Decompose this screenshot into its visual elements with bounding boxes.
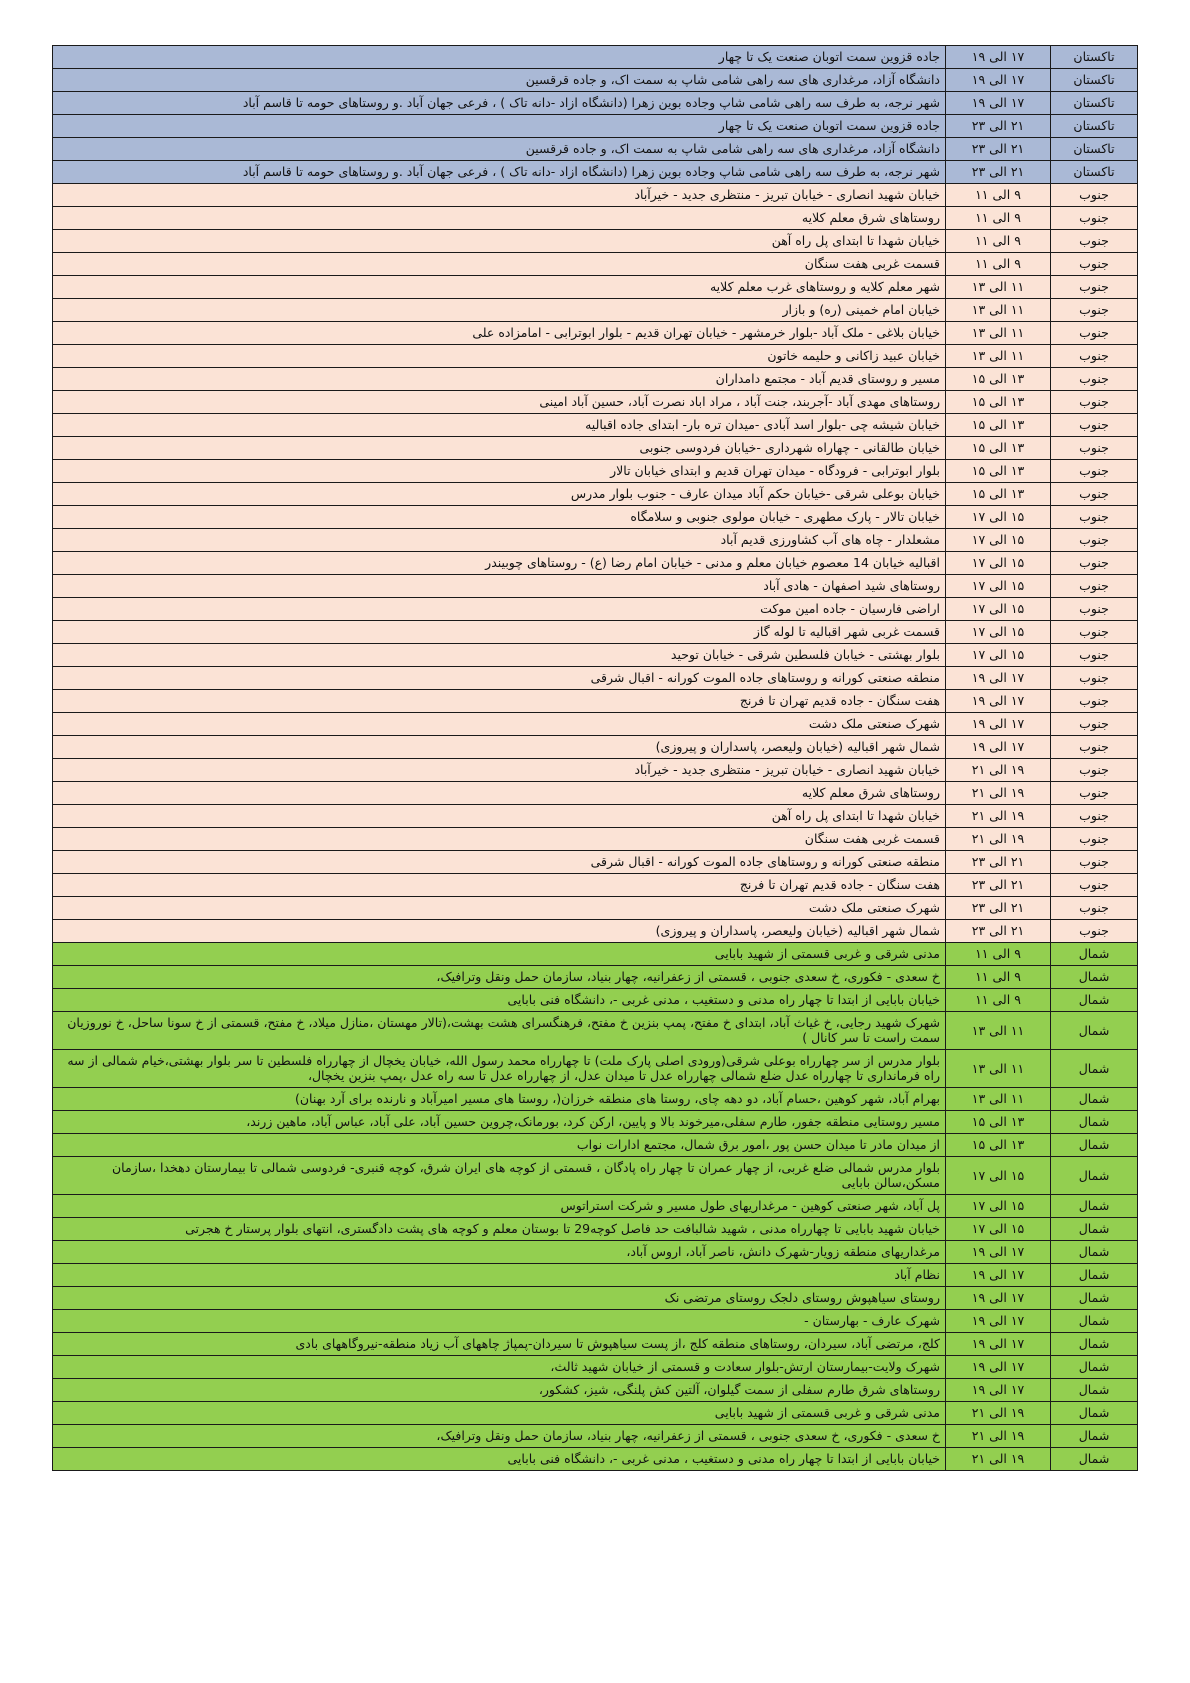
area-cell: روستاهای شرق معلم کلایه (53, 782, 946, 805)
table-row (53, 322, 1138, 345)
area-cell: اقبالیه خیابان 14 معصوم خیابان معلم و مدنی - خیابان امام رضا (ع) - روستاهای چوبیندر (53, 552, 946, 575)
region-cell: شمال (1051, 1050, 1138, 1088)
region-cell: شمال (1051, 1012, 1138, 1050)
area-cell: شهرک عارف - بهارستان - (53, 1310, 946, 1333)
area-cell: هفت سنگان - جاده قدیم تهران تا فرنج (53, 690, 946, 713)
region-cell: تاکستان (1051, 46, 1138, 69)
time-cell: ۱۵ الی ۱۷ (946, 1218, 1051, 1241)
table-row (53, 782, 1138, 805)
table-row (53, 184, 1138, 207)
time-cell: ۱۳ الی ۱۵ (946, 1134, 1051, 1157)
time-cell: ۱۷ الی ۱۹ (946, 69, 1051, 92)
table-row (53, 598, 1138, 621)
time-cell: ۱۳ الی ۱۵ (946, 483, 1051, 506)
region-cell: شمال (1051, 989, 1138, 1012)
area-cell: خیابان شیشه چی -بلوار اسد آبادی -میدان تره بار- ابتدای جاده اقبالیه (53, 414, 946, 437)
table-row (53, 713, 1138, 736)
region-cell: جنوب (1051, 598, 1138, 621)
time-cell: ۱۹ الی ۲۱ (946, 1425, 1051, 1448)
region-cell: جنوب (1051, 782, 1138, 805)
region-cell: جنوب (1051, 575, 1138, 598)
area-cell: شهرک صنعتی ملک دشت (53, 713, 946, 736)
time-cell: ۱۷ الی ۱۹ (946, 1333, 1051, 1356)
table-row (53, 299, 1138, 322)
time-cell: ۱۷ الی ۱۹ (946, 713, 1051, 736)
region-cell: شمال (1051, 966, 1138, 989)
table-row (53, 736, 1138, 759)
time-cell: ۱۱ الی ۱۳ (946, 1050, 1051, 1088)
area-cell: شهر نرجه، به طرف سه راهی شامی شاپ وجاده بوین زهرا (دانشگاه ازاد -دانه تاک ) ، فرعی جهان آباد .و روستاهای حومه تا قاسم آباد (53, 161, 946, 184)
table-row (53, 1195, 1138, 1218)
time-cell: ۱۹ الی ۲۱ (946, 759, 1051, 782)
table-row (53, 230, 1138, 253)
area-cell: خیابان بلاغی - ملک آباد -بلوار خرمشهر - خیابان تهران قدیم - بلوار ابوترابی - امامزاده علی (53, 322, 946, 345)
area-cell: اراضی فارسیان - جاده امین موکت (53, 598, 946, 621)
region-cell: جنوب (1051, 368, 1138, 391)
time-cell: ۱۹ الی ۲۱ (946, 805, 1051, 828)
region-cell: شمال (1051, 1241, 1138, 1264)
area-cell: شهر نرجه، به طرف سه راهی شامی شاپ وجاده بوین زهرا (دانشگاه ازاد -دانه تاک ) ، فرعی جهان آباد .و روستاهای حومه تا قاسم آباد (53, 92, 946, 115)
area-cell: پل آباد، شهر صنعتی کوهین - مرغداریهای طول مسیر و شرکت استراتوس (53, 1195, 946, 1218)
table-row (53, 667, 1138, 690)
region-cell: جنوب (1051, 483, 1138, 506)
area-cell: جاده قزوین سمت اتوبان صنعت یک تا چهار (53, 115, 946, 138)
region-cell: شمال (1051, 1134, 1138, 1157)
area-cell: مدنی شرقی و غربی قسمتی از شهید بابایی (53, 943, 946, 966)
table-row (53, 1088, 1138, 1111)
table-row (53, 345, 1138, 368)
region-cell: شمال (1051, 1379, 1138, 1402)
area-cell: بلوار مدرس شمالی ضلع غربی، از چهار عمران تا چهار راه پادگان ، قسمتی از کوچه های ایران شرق، کوچه قنبری- فردوسی شمالی تا بیمارستان دهخدا ،سازمان مسکن،سالن بابایی (53, 1157, 946, 1195)
area-cell: بلوار مدرس از سر چهارراه بوعلی شرقی(ورودی اصلی پارک ملت) تا چهارراه محمد رسول الله، خیابان یخچال از چهارراه فلسطین تا سر بلوار بهشتی،خیام شمالی از سه راه فرمانداری تا چهارراه عدل ضلع شمالی چهارراه عدل تا میدان عدل، از چهارراه عدل تا سه راه عدل ،پمپ بنزین یخچال، (53, 1050, 946, 1088)
region-cell: جنوب (1051, 667, 1138, 690)
region-cell: تاکستان (1051, 92, 1138, 115)
area-cell: روستاهای شید اصفهان - هادی آباد (53, 575, 946, 598)
area-cell: مشعلدار - چاه های آب کشاورزی قدیم آباد (53, 529, 946, 552)
time-cell: ۱۵ الی ۱۷ (946, 506, 1051, 529)
outage-schedule-table (52, 45, 1138, 1471)
region-cell: تاکستان (1051, 69, 1138, 92)
area-cell: از میدان مادر تا میدان حسن پور ،امور برق شمال، مجتمع ادارات نواب (53, 1134, 946, 1157)
area-cell: کلج، مرتضی آباد، سیردان، روستاهای منطقه کلج ،از پست سیاهپوش تا سیردان-پمپاژ چاههای آب زیاد منطقه-نیروگاههای بادی (53, 1333, 946, 1356)
time-cell: ۱۵ الی ۱۷ (946, 621, 1051, 644)
table-row (53, 1333, 1138, 1356)
region-cell: شمال (1051, 1218, 1138, 1241)
area-cell: روستاهای شرق طارم سفلی از سمت گیلوان، آلتین کش پلنگی، شیز، کشکور، (53, 1379, 946, 1402)
region-cell: جنوب (1051, 414, 1138, 437)
table-row (53, 1402, 1138, 1425)
time-cell: ۱۷ الی ۱۹ (946, 1287, 1051, 1310)
table-row (53, 1448, 1138, 1471)
time-cell: ۱۱ الی ۱۳ (946, 345, 1051, 368)
table-row (53, 1157, 1138, 1195)
area-cell: قسمت غربی شهر اقبالیه تا لوله گاز (53, 621, 946, 644)
area-cell: مرغداریهای منطقه زویار-شهرک دانش، ناصر آباد، اروس آباد، (53, 1241, 946, 1264)
time-cell: ۱۷ الی ۱۹ (946, 736, 1051, 759)
region-cell: جنوب (1051, 621, 1138, 644)
table-row (53, 1310, 1138, 1333)
area-cell: شمال شهر اقبالیه (خیابان ولیعصر، پاسداران و پیروزی) (53, 920, 946, 943)
table-row (53, 437, 1138, 460)
time-cell: ۹ الی ۱۱ (946, 989, 1051, 1012)
time-cell: ۹ الی ۱۱ (946, 966, 1051, 989)
time-cell: ۱۷ الی ۱۹ (946, 1356, 1051, 1379)
area-cell: خیابان بوعلی شرقی -خیابان حکم آباد میدان عارف - جنوب بلوار مدرس (53, 483, 946, 506)
table-row (53, 46, 1138, 69)
time-cell: ۲۱ الی ۲۳ (946, 851, 1051, 874)
time-cell: ۱۵ الی ۱۷ (946, 575, 1051, 598)
area-cell: خیابان شهید انصاری - خیابان تبریز - منتظری جدید - خیرآباد (53, 184, 946, 207)
region-cell: جنوب (1051, 276, 1138, 299)
table-row (53, 207, 1138, 230)
area-cell: خیابان عبید زاکانی و حلیمه خاتون (53, 345, 946, 368)
time-cell: ۱۹ الی ۲۱ (946, 1448, 1051, 1471)
time-cell: ۹ الی ۱۱ (946, 207, 1051, 230)
region-cell: شمال (1051, 1195, 1138, 1218)
region-cell: جنوب (1051, 345, 1138, 368)
area-cell: خیابان شهدا تا ابتدای پل راه آهن (53, 805, 946, 828)
area-cell: جاده قزوین سمت اتوبان صنعت یک تا چهار (53, 46, 946, 69)
region-cell: شمال (1051, 1111, 1138, 1134)
area-cell: مسیر و روستای قدیم آباد - مجتمع دامداران (53, 368, 946, 391)
region-cell: جنوب (1051, 184, 1138, 207)
table-row (53, 874, 1138, 897)
area-cell: شهر معلم کلایه و روستاهای غرب معلم کلایه (53, 276, 946, 299)
table-row (53, 460, 1138, 483)
time-cell: ۱۳ الی ۱۵ (946, 368, 1051, 391)
region-cell: جنوب (1051, 322, 1138, 345)
table-row (53, 483, 1138, 506)
time-cell: ۱۱ الی ۱۳ (946, 276, 1051, 299)
region-cell: شمال (1051, 1264, 1138, 1287)
area-cell: نظام آباد (53, 1264, 946, 1287)
table-row (53, 1050, 1138, 1088)
table-row (53, 966, 1138, 989)
area-cell: قسمت غربی هفت سنگان (53, 828, 946, 851)
area-cell: مسیر روستایی منطقه جفور، طارم سفلی،میرخوند بالا و پایین، ارکن کرد، بورمانک،چروین حسین آباد، علی آباد، عباس آباد، ماهین زرند، (53, 1111, 946, 1134)
region-cell: جنوب (1051, 713, 1138, 736)
area-cell: بلوار بهشتی - خیابان فلسطین شرقی - خیابان توحید (53, 644, 946, 667)
region-cell: جنوب (1051, 805, 1138, 828)
table-row (53, 644, 1138, 667)
area-cell: خیابان بابایی از ابتدا تا چهار راه مدنی و دستغیب ، مدنی غربی -، دانشگاه فنی بابایی (53, 989, 946, 1012)
time-cell: ۱۹ الی ۲۱ (946, 828, 1051, 851)
area-cell: شهرک صنعتی ملک دشت (53, 897, 946, 920)
table-row (53, 115, 1138, 138)
region-cell: جنوب (1051, 230, 1138, 253)
area-cell: روستاهای مهدی آباد -آجربند، جنت آباد ، مراد اباد نصرت آباد، حسین آباد امینی (53, 391, 946, 414)
table-row (53, 529, 1138, 552)
region-cell: جنوب (1051, 552, 1138, 575)
time-cell: ۹ الی ۱۱ (946, 230, 1051, 253)
table-row (53, 1012, 1138, 1050)
region-cell: جنوب (1051, 253, 1138, 276)
region-cell: جنوب (1051, 736, 1138, 759)
time-cell: ۱۳ الی ۱۵ (946, 391, 1051, 414)
table-row (53, 989, 1138, 1012)
table-row (53, 1379, 1138, 1402)
table-row (53, 414, 1138, 437)
time-cell: ۱۳ الی ۱۵ (946, 460, 1051, 483)
area-cell: خیابان شهید بابایی تا چهارراه مدنی ، شهید شالبافت حد فاصل کوچه29 تا بوستان معلم و کوچه های پشت دادگستری، انتهای بلوار پرستار خ هجرتی (53, 1218, 946, 1241)
time-cell: ۱۳ الی ۱۵ (946, 437, 1051, 460)
time-cell: ۲۱ الی ۲۳ (946, 115, 1051, 138)
time-cell: ۲۱ الی ۲۳ (946, 161, 1051, 184)
table-row (53, 276, 1138, 299)
table-row (53, 1111, 1138, 1134)
time-cell: ۲۱ الی ۲۳ (946, 897, 1051, 920)
table-row (53, 1425, 1138, 1448)
time-cell: ۱۱ الی ۱۳ (946, 322, 1051, 345)
table-row (53, 1287, 1138, 1310)
time-cell: ۹ الی ۱۱ (946, 184, 1051, 207)
region-cell: جنوب (1051, 437, 1138, 460)
table-body (53, 46, 1138, 1471)
time-cell: ۱۱ الی ۱۳ (946, 1012, 1051, 1050)
table-row (53, 805, 1138, 828)
table-row (53, 851, 1138, 874)
region-cell: جنوب (1051, 874, 1138, 897)
time-cell: ۱۷ الی ۱۹ (946, 1241, 1051, 1264)
time-cell: ۱۷ الی ۱۹ (946, 1264, 1051, 1287)
table-row (53, 943, 1138, 966)
table-row (53, 920, 1138, 943)
area-cell: خیابان بابایی از ابتدا تا چهار راه مدنی و دستغیب ، مدنی غربی -، دانشگاه فنی بابایی (53, 1448, 946, 1471)
area-cell: خیابان تالار - پارک مطهری - خیابان مولوی جنوبی و سلامگاه (53, 506, 946, 529)
region-cell: تاکستان (1051, 138, 1138, 161)
region-cell: شمال (1051, 1448, 1138, 1471)
region-cell: شمال (1051, 1402, 1138, 1425)
area-cell: شهرک شهید رجایی، خ غیاث آباد، ابتدای خ مفتح، پمپ بنزین خ مفتح، فرهنگسرای هشت بهشت،(تالار مهستان ،منازل میلاد، خ مفتح، قسمتی از خ سونا ساحل، خ نوروزیان سمت راست تا سر کانال ) (53, 1012, 946, 1050)
time-cell: ۱۷ الی ۱۹ (946, 92, 1051, 115)
time-cell: ۲۱ الی ۲۳ (946, 138, 1051, 161)
region-cell: جنوب (1051, 506, 1138, 529)
region-cell: جنوب (1051, 851, 1138, 874)
table-row (53, 69, 1138, 92)
time-cell: ۱۵ الی ۱۷ (946, 598, 1051, 621)
region-cell: جنوب (1051, 460, 1138, 483)
time-cell: ۱۳ الی ۱۵ (946, 414, 1051, 437)
area-cell: منطقه صنعتی کورانه و روستاهای جاده الموت کورانه - اقبال شرقی (53, 851, 946, 874)
table-row (53, 506, 1138, 529)
table-row (53, 621, 1138, 644)
area-cell: شمال شهر اقبالیه (خیابان ولیعصر، پاسداران و پیروزی) (53, 736, 946, 759)
time-cell: ۲۱ الی ۲۳ (946, 920, 1051, 943)
region-cell: جنوب (1051, 690, 1138, 713)
region-cell: جنوب (1051, 391, 1138, 414)
area-cell: دانشگاه آزاد، مرغداری های سه راهی شامی شاپ به سمت اک، و جاده قرقسین (53, 69, 946, 92)
table-row (53, 138, 1138, 161)
time-cell: ۱۵ الی ۱۷ (946, 529, 1051, 552)
area-cell: خ سعدی - فکوری، خ سعدی جنوبی ، قسمتی از زعفرانیه، چهار بنیاد، سازمان حمل ونقل وترافیک، (53, 1425, 946, 1448)
time-cell: ۱۳ الی ۱۵ (946, 1111, 1051, 1134)
table-row (53, 1218, 1138, 1241)
table-row (53, 575, 1138, 598)
region-cell: جنوب (1051, 897, 1138, 920)
table-row (53, 897, 1138, 920)
table-row (53, 1134, 1138, 1157)
table-row (53, 828, 1138, 851)
time-cell: ۱۷ الی ۱۹ (946, 46, 1051, 69)
area-cell: مدنی شرقی و غربی قسمتی از شهید بابایی (53, 1402, 946, 1425)
table-row (53, 1241, 1138, 1264)
table-row (53, 161, 1138, 184)
table-row (53, 391, 1138, 414)
area-cell: هفت سنگان - جاده قدیم تهران تا فرنج (53, 874, 946, 897)
time-cell: ۱۹ الی ۲۱ (946, 782, 1051, 805)
area-cell: خیابان شهید انصاری - خیابان تبریز - منتظری جدید - خیرآباد (53, 759, 946, 782)
area-cell: منطقه صنعتی کورانه و روستاهای جاده الموت کورانه - اقبال شرقی (53, 667, 946, 690)
region-cell: جنوب (1051, 759, 1138, 782)
region-cell: شمال (1051, 1157, 1138, 1195)
region-cell: جنوب (1051, 828, 1138, 851)
region-cell: جنوب (1051, 529, 1138, 552)
table-row (53, 690, 1138, 713)
time-cell: ۹ الی ۱۱ (946, 943, 1051, 966)
region-cell: شمال (1051, 1333, 1138, 1356)
table-row (53, 759, 1138, 782)
area-cell: خیابان طالقانی - چهاراه شهرداری -خیابان فردوسی جنوبی (53, 437, 946, 460)
table-row (53, 92, 1138, 115)
area-cell: روستاهای شرق معلم کلایه (53, 207, 946, 230)
time-cell: ۱۷ الی ۱۹ (946, 1379, 1051, 1402)
region-cell: تاکستان (1051, 115, 1138, 138)
area-cell: خیابان امام خمینی (ره) و بازار (53, 299, 946, 322)
region-cell: جنوب (1051, 207, 1138, 230)
table-row (53, 1264, 1138, 1287)
time-cell: ۱۵ الی ۱۷ (946, 1195, 1051, 1218)
area-cell: روستای سیاهپوش روستای دلجک روستای مرتضی نک (53, 1287, 946, 1310)
region-cell: جنوب (1051, 920, 1138, 943)
region-cell: شمال (1051, 943, 1138, 966)
table-row (53, 1356, 1138, 1379)
region-cell: شمال (1051, 1287, 1138, 1310)
time-cell: ۱۱ الی ۱۳ (946, 299, 1051, 322)
time-cell: ۱۵ الی ۱۷ (946, 552, 1051, 575)
region-cell: شمال (1051, 1088, 1138, 1111)
time-cell: ۹ الی ۱۱ (946, 253, 1051, 276)
time-cell: ۱۷ الی ۱۹ (946, 1310, 1051, 1333)
time-cell: ۱۵ الی ۱۷ (946, 1157, 1051, 1195)
time-cell: ۱۷ الی ۱۹ (946, 667, 1051, 690)
region-cell: شمال (1051, 1356, 1138, 1379)
outage-schedule-sheet (52, 45, 1138, 1471)
area-cell: بلوار ابوترابی - فرودگاه - میدان تهران قدیم و ابتدای خیابان تالار (53, 460, 946, 483)
area-cell: دانشگاه آزاد، مرغداری های سه راهی شامی شاپ به سمت اک، و جاده قرقسین (53, 138, 946, 161)
table-row (53, 253, 1138, 276)
time-cell: ۲۱ الی ۲۳ (946, 874, 1051, 897)
time-cell: ۱۷ الی ۱۹ (946, 690, 1051, 713)
region-cell: تاکستان (1051, 161, 1138, 184)
area-cell: شهرک ولایت-بیمارستان ارتش-بلوار سعادت و قسمتی از خیابان شهید ثالث، (53, 1356, 946, 1379)
time-cell: ۱۱ الی ۱۳ (946, 1088, 1051, 1111)
region-cell: جنوب (1051, 299, 1138, 322)
region-cell: شمال (1051, 1310, 1138, 1333)
region-cell: شمال (1051, 1425, 1138, 1448)
area-cell: خیابان شهدا تا ابتدای پل راه آهن (53, 230, 946, 253)
table-row (53, 368, 1138, 391)
time-cell: ۱۹ الی ۲۱ (946, 1402, 1051, 1425)
area-cell: بهرام آباد، شهر کوهین ،حسام آباد، دو دهه چای، روستا های منطقه خرزان(، روستا های مسیر امیرآباد و نارنده برای آرد بهنان) (53, 1088, 946, 1111)
time-cell: ۱۵ الی ۱۷ (946, 644, 1051, 667)
table-row (53, 552, 1138, 575)
area-cell: قسمت غربی هفت سنگان (53, 253, 946, 276)
region-cell: جنوب (1051, 644, 1138, 667)
area-cell: خ سعدی - فکوری، خ سعدی جنوبی ، قسمتی از زعفرانیه، چهار بنیاد، سازمان حمل ونقل وترافیک، (53, 966, 946, 989)
